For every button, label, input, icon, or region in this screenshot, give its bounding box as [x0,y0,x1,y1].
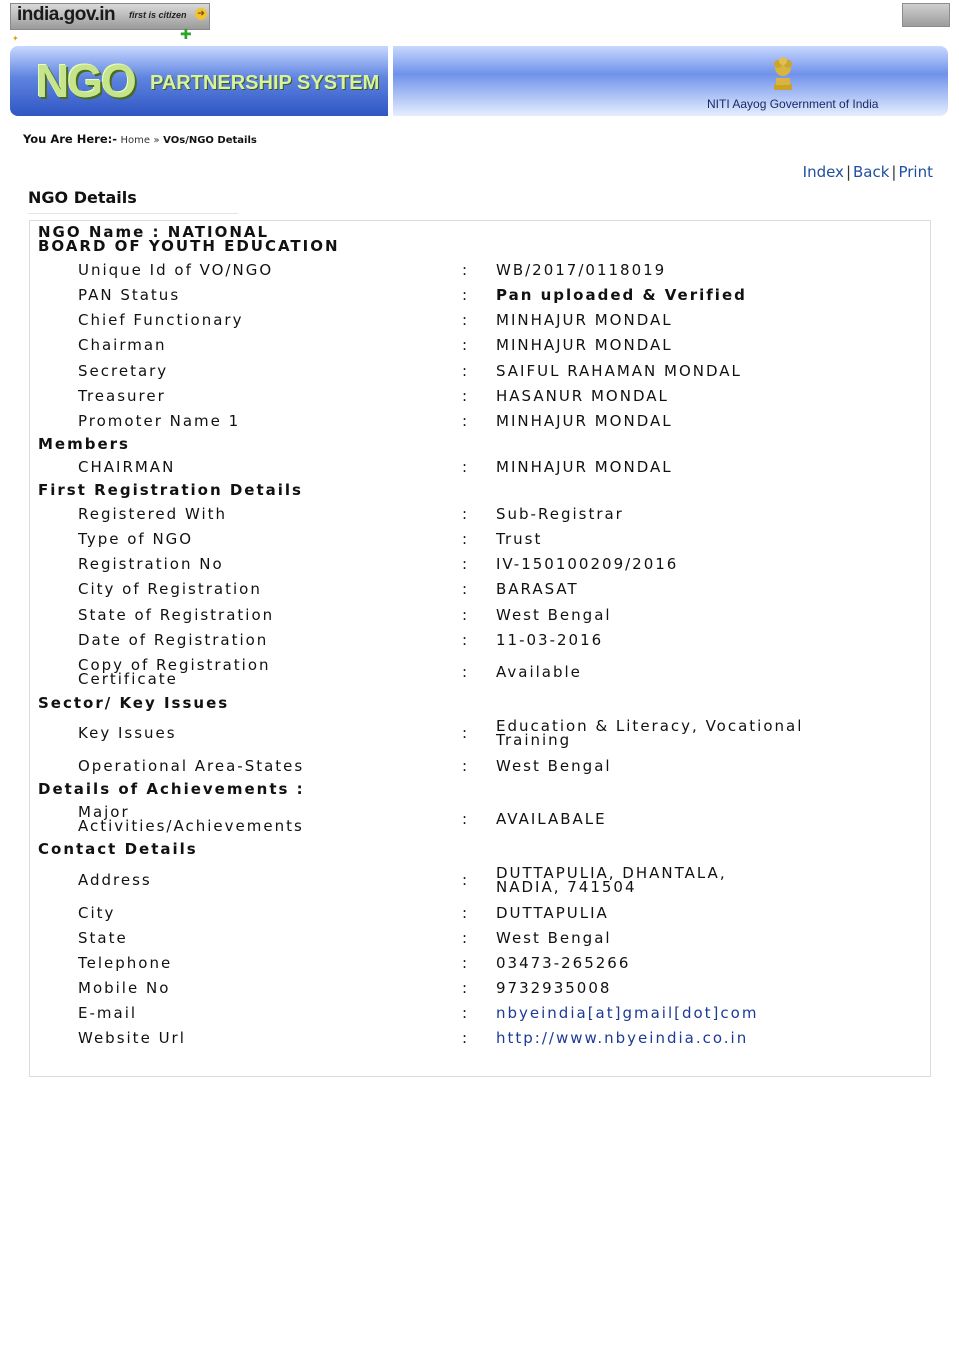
page-title: NGO Details [28,188,137,207]
colon: : [462,555,470,573]
registered-with-value: Sub-Registrar [496,505,624,523]
telephone-value: 03473-265266 [496,954,631,972]
colon: : [462,929,470,947]
colon: : [462,904,470,922]
title-divider [28,213,238,214]
treasurer-label: Treasurer [78,387,166,405]
ngo-logo: NGO [36,55,135,107]
key-issues-label: Key Issues [78,724,177,742]
colon: : [462,954,470,972]
key-issues-value: Education & Literacy, Vocational [496,717,804,735]
member-chairman-value: MINHAJUR MONDAL [496,458,673,476]
member-chairman-label: CHAIRMAN [78,458,176,476]
colon: : [462,757,470,775]
website-label: Website Url [78,1029,186,1047]
treasurer-value: HASANUR MONDAL [496,387,669,405]
registration-date-value: 11-03-2016 [496,631,604,649]
breadcrumb-separator: » [153,135,160,146]
system-name: PARTNERSHIP SYSTEM [150,72,380,94]
ngo-banner [10,46,388,116]
promoter-value: MINHAJUR MONDAL [496,412,673,430]
pan-status-value: Pan uploaded & Verified [496,286,747,304]
telephone-label: Telephone [78,954,173,972]
contact-heading: Contact Details [38,840,198,858]
breadcrumb-current: VOs/NGO Details [163,135,257,146]
back-link[interactable]: Back [853,163,890,181]
colon: : [462,1004,470,1022]
mobile-label: Mobile No [78,979,171,997]
colon: : [462,810,470,828]
achievements-heading: Details of Achievements : [38,780,305,798]
ngo-type-label: Type of NGO [78,530,194,548]
colon: : [462,261,470,279]
ngo-type-value: Trust [496,530,543,548]
registered-with-label: Registered With [78,505,228,523]
unique-id-label: Unique Id of VO/NGO [78,261,274,279]
colon: : [462,336,470,354]
colon: : [462,606,470,624]
india-gov-logo[interactable]: india.gov.in [17,4,116,25]
breadcrumb-prefix: You Are Here:- [23,132,118,146]
website-link[interactable]: http://www.nbyeindia.co.in [496,1029,749,1047]
secretary-value: SAIFUL RAHAMAN MONDAL [496,362,742,380]
operational-area-value: West Bengal [496,757,612,775]
index-link[interactable]: Index [802,163,844,181]
colon: : [462,979,470,997]
colon: : [462,663,470,681]
promoter-label: Promoter Name 1 [78,412,241,430]
plus-icon[interactable]: ✚ [180,27,192,43]
top-right-button[interactable] [902,3,950,27]
state-label: State [78,929,128,947]
colon: : [462,505,470,523]
arrow-right-icon[interactable]: ➜ [195,8,207,20]
ngo-name-heading: NGO Name : NATIONAL [38,223,270,241]
registration-no-label: Registration No [78,555,224,573]
operational-area-label: Operational Area-States [78,757,305,775]
link-separator: | [845,163,851,181]
secretary-label: Secretary [78,362,169,380]
email-label: E-mail [78,1004,138,1022]
address-value: DUTTAPULIA, DHANTALA, [496,864,727,882]
link-separator: | [891,163,897,181]
chairman-label: Chairman [78,336,167,354]
achievements-label: Major [78,803,130,821]
niti-aayog-text: NITI Aayog Government of India [707,97,879,111]
registration-date-label: Date of Registration [78,631,269,649]
colon: : [462,1029,470,1047]
sector-heading: Sector/ Key Issues [38,694,230,712]
registration-no-value: IV-150100209/2016 [496,555,679,573]
address-label: Address [78,871,152,889]
india-gov-bar[interactable] [10,3,210,30]
city-label: City [78,904,116,922]
colon: : [462,286,470,304]
registration-certificate-label: Copy of Registration [78,656,271,674]
unique-id-value: WB/2017/0118019 [496,261,667,279]
registration-certificate-label-cont: Certificate [78,670,178,688]
spark-icon: ✦ [12,34,19,43]
colon: : [462,387,470,405]
colon: : [462,871,470,889]
state-value: West Bengal [496,929,612,947]
chairman-value: MINHAJUR MONDAL [496,336,673,354]
colon: : [462,580,470,598]
key-issues-value-cont: Training [496,731,572,749]
registration-certificate-value: Available [496,663,582,681]
colon: : [462,631,470,649]
achievements-label-cont: Activities/Achievements [78,817,304,835]
colon: : [462,412,470,430]
breadcrumb [23,132,257,146]
chief-functionary-value: MINHAJUR MONDAL [496,311,673,329]
ngo-name-heading-cont: BOARD OF YOUTH EDUCATION [38,237,340,255]
registration-city-label: City of Registration [78,580,262,598]
address-value-cont: NADIA, 741504 [496,878,637,896]
city-value: DUTTAPULIA [496,904,609,922]
colon: : [462,362,470,380]
registration-city-value: BARASAT [496,580,579,598]
niti-banner [393,46,948,116]
page-actions [803,163,933,181]
chief-functionary-label: Chief Functionary [78,311,244,329]
pan-status-label: PAN Status [78,286,181,304]
registration-state-label: State of Registration [78,606,275,624]
email-link[interactable]: nbyeindia[at]gmail[dot]com [496,1004,759,1022]
members-heading: Members [38,435,130,453]
registration-state-value: West Bengal [496,606,612,624]
print-link[interactable]: Print [898,163,933,181]
colon: : [462,311,470,329]
achievements-value: AVAILABALE [496,810,607,828]
colon: : [462,530,470,548]
gov-tagline: first is citizen [129,10,187,20]
mobile-value: 9732935008 [496,979,612,997]
national-emblem-icon [771,54,795,92]
first-registration-heading: First Registration Details [38,481,303,499]
colon: : [462,458,470,476]
colon: : [462,724,470,742]
breadcrumb-home-link[interactable]: Home [120,135,151,146]
